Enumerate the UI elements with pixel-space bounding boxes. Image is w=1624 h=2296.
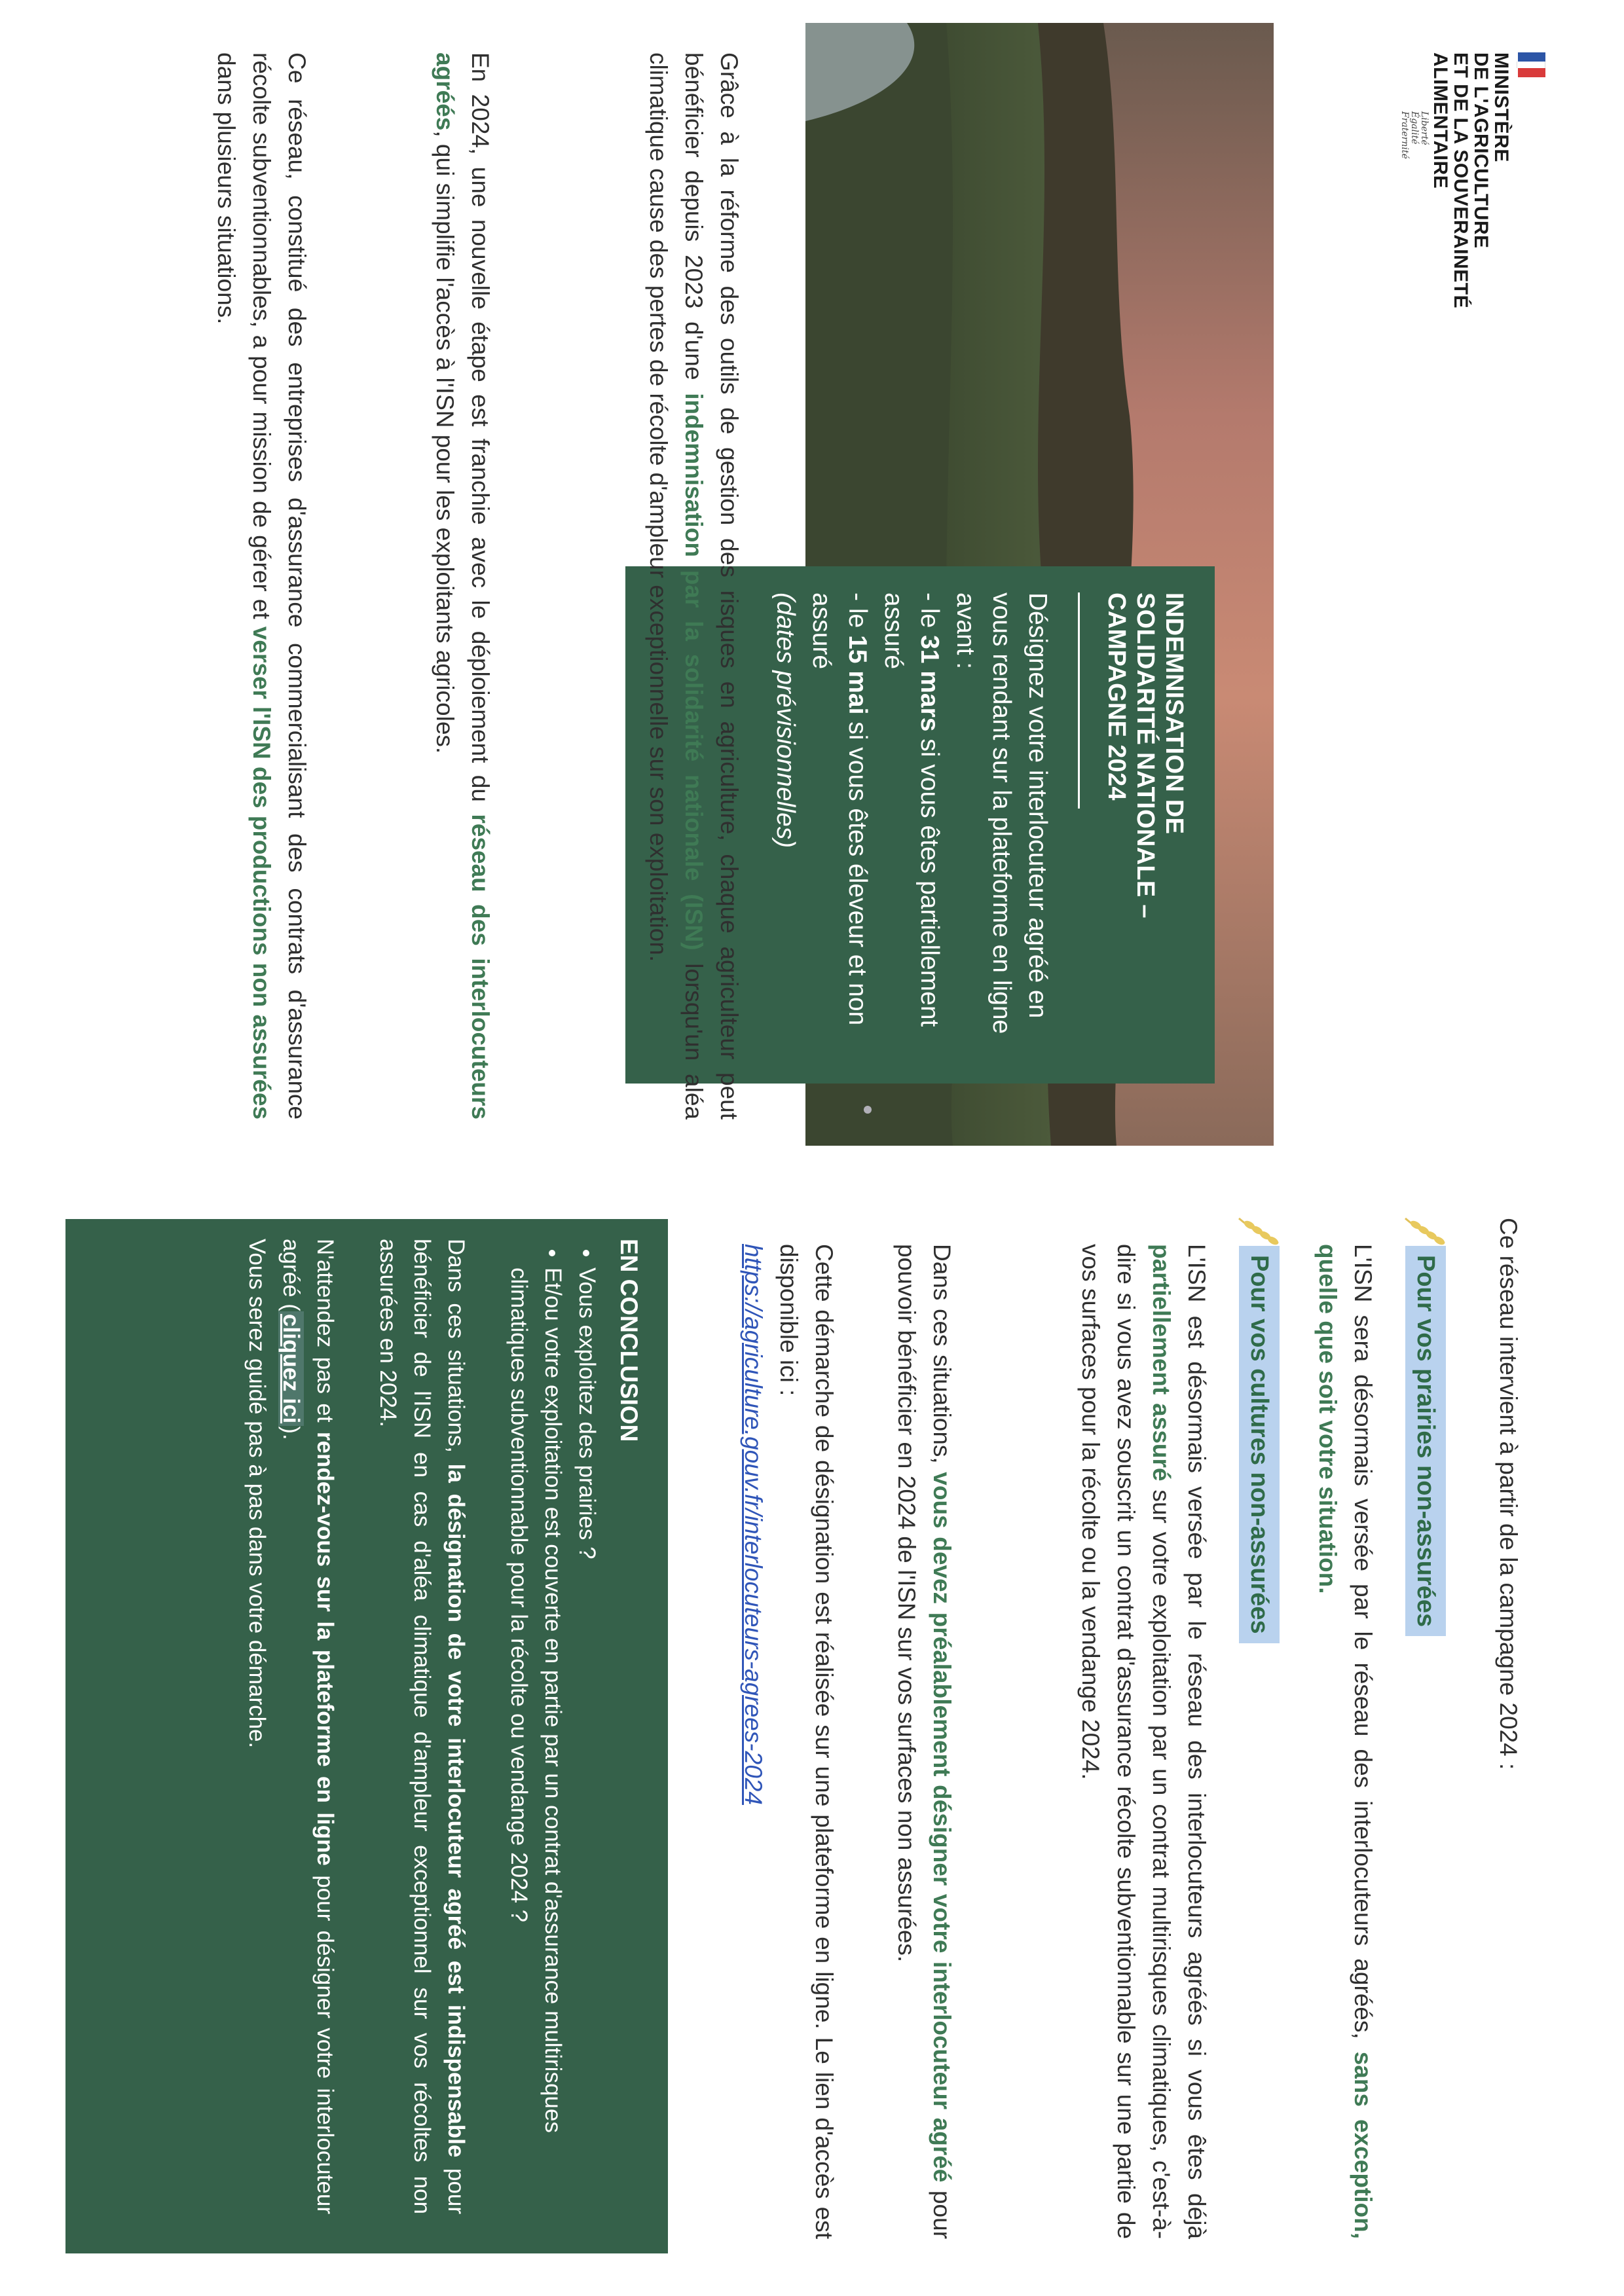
highlight-partial: partiellement assuré <box>1148 1244 1175 1482</box>
deadline-2-date: 15 mai <box>843 635 872 715</box>
ministry-name: MINISTÈRE DE L'AGRICULTURE ET DE LA SOUVERAINETÉ ALIMENTAIRE <box>1430 52 1512 309</box>
campaign-instructions <box>767 592 1056 1057</box>
deadline-2-prefix: - le <box>843 592 872 636</box>
highlight-no-exception: sans exception, quelle que soit votre situation. <box>1314 1244 1376 2240</box>
list-item: • Vous exploitez des prairies ? <box>570 1267 604 2214</box>
highlight-isn: indemnisation par la solidarité nationale (ISN) <box>680 393 707 951</box>
marianne-flag-icon <box>1518 52 1545 77</box>
section-cultures-text: L'ISN est désormais versée par le réseau des interlocuteurs agréés si vous êtes déjà partiellement assuré sur votre exploitation par un contrat multirisques climatiques, c'est-à-dire si vous avez souscrit un contrat d'assurance récolte subventionnable sur une partie de vos surfaces pour la récolte ou la vendange 2024. <box>1077 1244 1210 2239</box>
cliquez-ici-link[interactable]: cliquez ici <box>278 1311 304 1426</box>
deadline-2-text: si vous êtes éleveur et non assuré <box>807 592 872 1026</box>
paragraph-network-2024: En 2024, une nouvelle étape est franchie avec le déploiement du réseau des interlocuteurs agréés, qui simplifie l'accès à l'ISN pour les exploitants agricoles. <box>432 52 494 1120</box>
card-divider <box>1078 592 1080 809</box>
conclusion-title: EN CONCLUSION <box>616 1239 642 1442</box>
platform-access-text: Cette démarche de désignation est réalisée sur une plateforme en ligne. Le lien d'accès est disponible ici : https://agriculture.gouv.fr/interlocuteurs-agrees-2024 <box>740 1244 838 2239</box>
section-prairies-text: L'ISN sera désormais versée par le réseau des interlocuteurs agréés, sans exception, quelle que soit votre situation. <box>1314 1244 1376 2240</box>
hero-image <box>771 23 1274 1146</box>
highlight-non-insured: verser l'ISN des productions non assurées <box>248 626 275 1120</box>
campaign-title: INDEMNISATION DE SOLIDARITÉ NATIONALE – CAMPAGNE 2024 <box>1103 592 1188 919</box>
section-tag-prairies: Pour vos prairies non-assurées <box>1405 1246 1446 1636</box>
card-lead: Désignez votre interlocuteur agréé en vous rendant sur la plateforme en ligne avant : <box>951 592 1052 1034</box>
deadline-1-prefix: - le <box>915 592 944 636</box>
conclusion-list <box>502 1239 604 2214</box>
paragraph-isn-reform: Grâce à la réforme des outils de gestion des risques en agriculture, chaque agriculteur peut bénéficier depuis 2023 d'une indemnisation par la solidarité nationale (ISN) lorsqu'un aléa climatique cause des pertes de récolte d'ampleur exceptionnelle sur son exploitation. <box>645 52 743 1120</box>
conclusion-box <box>65 1219 668 2253</box>
conclusion-paragraph-2: N'attendez pas et rendez-vous sur la plateforme en ligne pour désigner votre interlocuteur agréé (cliquez ici). Vous serez guidé pas à pas dans votre démarche. <box>244 1239 338 2214</box>
designation-required-text: Dans ces situations, vous devez préalablement désigner votre interlocuteur agréé pour pouvoir bénéficier en 2024 de l'ISN sur vos surfaces non assurées. <box>893 1244 955 2239</box>
platform-link[interactable]: https://agriculture.gouv.fr/interlocuteurs-agrees-2024 <box>740 1244 767 1805</box>
paragraph-network-mission: Ce réseau, constitué des entreprises d'assurance commercialisant des contrats d'assurance récolte subventionnables, a pour mission de gérer et verser l'ISN des productions non assurées dans plusieurs situations. <box>213 52 310 1120</box>
intro-text: Ce réseau intervient à partir de la campagne 2024 : <box>1495 1218 1522 1770</box>
guided-text: Vous serez guidé pas à pas dans votre démarche. <box>244 1239 270 1749</box>
conclusion-paragraph-1: Dans ces situations, la désignation de votre interlocuteur agréé est indispensable pour bénéficier de l'ISN en cas d'aléa climatique d'ampleur exceptionnel sur vos récoltes non assurées en 2024. <box>375 1239 469 2214</box>
deadline-1-text: si vous êtes partiellement assuré <box>879 592 944 1027</box>
ministry-motto: Liberté Égalité Fraternité <box>1399 111 1430 159</box>
highlight-designate: vous devez préalablement désigner votre interlocuteur agréé <box>929 1472 955 2183</box>
dates-note: (dates prévisionnelles) <box>771 592 800 848</box>
ministry-logo <box>1388 52 1545 380</box>
highlight-network: réseau des interlocuteurs agréés <box>432 52 494 1120</box>
section-tag-cultures: Pour vos cultures non-assurées <box>1239 1246 1280 1643</box>
list-item: • Et/ou votre exploitation est couverte en partie par un contrat d'assurance multirisques climatiques subventionnable pour la récolte ou vendange 2024 ? <box>502 1267 570 2214</box>
deadline-1-date: 31 mars <box>915 635 944 732</box>
